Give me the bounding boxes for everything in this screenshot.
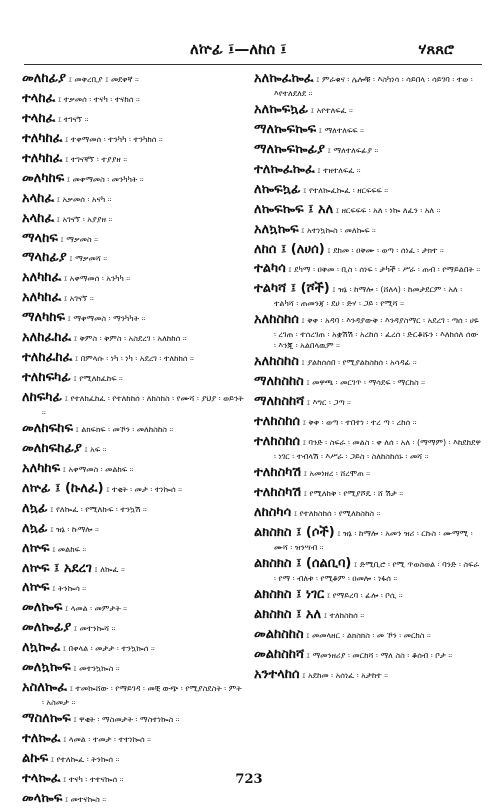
entry-definition: ፤ ባንድ ፡ ስፍራ ፡ መልስ ፡ ቀ ለሰ ፡ አለ ፡ (ማማም) ፡ እከደከደዋ ፡ ነገር ፡ ተብላሽ ፡ እሥራ ፡ ጋይስ ፡ ስለከስከሰኑ ፡ መሻ ። — [274, 438, 481, 462]
entry-headword: አለኰፈኰፈ — [254, 71, 314, 86]
entry-headword: ለኳኰፈ — [22, 640, 61, 656]
dictionary-entry — [22, 599, 244, 617]
entry-headword: ተለካከፈ — [22, 130, 63, 146]
entry-headword: ተላከፈ — [22, 90, 56, 106]
left-column — [22, 70, 244, 806]
entry-headword: ተልካሳ — [254, 261, 286, 277]
dictionary-entry — [254, 393, 482, 411]
entry-headword: አለካከፍ — [22, 460, 61, 476]
entry-definition: ፤ ማቃመስ ። — [60, 234, 98, 244]
dictionary-entry — [22, 230, 244, 248]
entry-headword: ተለኰፈ — [22, 731, 61, 747]
entry-headword: ማለከስከሻ — [254, 394, 305, 410]
dictionary-entry — [22, 70, 244, 88]
entry-definition: ፤ ተቃመሰ ፡ ተናካ ፡ ተናከሰ ። — [57, 94, 140, 104]
dictionary-entry — [254, 555, 482, 584]
dictionary-entry — [22, 110, 244, 128]
dictionary-entry — [254, 181, 482, 199]
dictionary-entry — [22, 500, 244, 518]
entry-definition: ፤ ላመል ፡ ተመታ ፡ ተተነኰሰ ። — [63, 735, 152, 745]
entry-headword: ማለከስከስ — [254, 374, 304, 390]
dictionary-entry — [254, 586, 482, 604]
entry-definition: ፤ የተለኰፈ ፡ ትንኰሰ ። — [50, 755, 120, 764]
dictionary-entry — [254, 311, 482, 351]
entry-definition: ፤ አፍ ። — [84, 444, 107, 454]
entry-headword: ልኩፍ — [22, 751, 49, 766]
entry-headword: አለካከፈ — [22, 290, 62, 306]
dictionary-entry — [254, 464, 482, 482]
dictionary-entry — [22, 190, 244, 208]
entry-definition: ፤ መቅረቢያ ፤ መደቀኛ ። — [68, 75, 139, 84]
dictionary-entry — [254, 121, 482, 139]
entry-headword: መለከፍከፍ — [22, 420, 73, 436]
entry-definition: ፤ ምራቁና ፡ ሌሎቹ ፡ እስካነሳ ፡ ሳይበላ ፡ ሳይገባ ፡ ተወ ፡ እየተለደለደ ። — [274, 75, 473, 98]
entry-definition: ፤ ተዘተለፍፈ ። — [317, 165, 361, 175]
entry-headword: ተለካከፈ — [22, 150, 63, 166]
entry-headword: ተልካሻ ፤ (ሾች) — [254, 281, 330, 297]
entry-headword: አላከፈ — [22, 210, 55, 226]
entry-headword: መለካከፍ — [22, 170, 65, 186]
entry-headword: ለከፍካፊ — [22, 390, 63, 405]
dictionary-entry — [22, 460, 244, 478]
running-head-range: ለኵፊ ፤—ለከሰ ፤ — [190, 40, 287, 58]
entry-definition: ፤ ዝኔ ፡ ከማሎ ፡ አመን ዝሪ ፡ ርኩስ ፡ ሙማሚ ፡ ሙሻ ፡ ዝንሣብ ። — [274, 528, 473, 552]
dictionary-entry — [254, 221, 482, 239]
entry-definition: ፤ አየተለፍፈ ። — [310, 105, 353, 115]
dictionary-entry — [254, 484, 482, 502]
entry-definition: ፤ ድሚቢሮ ፡ የሚ ጥወስወል ፡ ባንድ ፡ ስፍራ ፡ የማ ፡ ብለቱ ፡ የሚቆም ፡ ዐመሎ ፡ ነፋሰ ። — [274, 559, 480, 583]
entry-definition: ፤ ልክፍክፍ ፡ መኾን ፡ መለከስከስ ። — [75, 424, 174, 434]
entry-headword: መለኰፍ — [22, 600, 63, 616]
entry-definition: ፤ ደከመ ፡ ዐቅሙ ፡ ወጣ ፡ ሰነፈ ፡ ታክተ ። — [327, 245, 444, 255]
entry-definition: ፤ ተቂት ፡ መታ ፡ ተነኰሰ ። — [106, 484, 182, 494]
entry-definition: ፤ አመነዘረ ፡ ሸረሞጠ ። — [303, 469, 371, 479]
entry-definition: ፤ ማቃመሻ ። — [69, 254, 108, 264]
entry-headword: መለኰፊያ — [22, 620, 72, 636]
dictionary-entry — [22, 619, 244, 637]
entry-definition: ፤ ዝኔ ፡ ከማሎ ፡ (ሸለላ) ፡ ከመታደርም ፡ አለ ፡ ተልካሻ ፡ ጠመንጃ ፡ ደሀ ፡ ድሃ ፡ ጋይ ፡ የሚሻ ። — [274, 285, 463, 309]
entry-definition: ፤ አቀማመስ ፡ መልከፍ ። — [62, 464, 134, 474]
entry-headword: አለኳኰፍ — [254, 221, 299, 237]
entry-definition: ፤ በቀላል ፡ መታታ ፡ ተንኳኰሰ ። — [62, 644, 155, 654]
entry-definition: ፤ መልከፍ ። — [52, 544, 87, 554]
entry-definition: ፤ ተገናኛኘ ፡ ተያያዘ ። — [64, 154, 128, 164]
entry-definition: ፤ ለኰፈ ። — [94, 564, 125, 574]
entry-headword: ማላከፊያ — [22, 250, 67, 266]
entry-headword: ማለካከፍ — [22, 310, 65, 326]
entry-headword: ተለከስካሽ — [254, 465, 302, 481]
entry-definition: ፤ ትንኰሳ ። — [52, 584, 87, 594]
running-header — [0, 40, 498, 64]
entry-definition: ፤ የተለኰፈኰፈ ፡ ዘርፍፍፍ ። — [303, 185, 389, 195]
entry-headword: አለካከፈ — [22, 270, 62, 286]
entry-headword: መልከስከሻ — [254, 646, 305, 662]
entry-headword: ልክስክስ ፤ አለ — [254, 606, 322, 622]
entry-definition: ፤ እግር ፡ ጋጣ ። — [306, 398, 351, 408]
entry-headword: መልከስከስ — [254, 626, 304, 642]
header-rule — [24, 64, 482, 65]
entry-definition: ፤ የሚለከፈከፍ ። — [73, 374, 123, 384]
entry-definition: ፤ መዋጫ ፡ መርገጥ ፡ ማሳደፍ ፡ ማርከስ ። — [306, 378, 426, 388]
dictionary-entry — [254, 101, 482, 119]
entry-definition: ፤ ተገናኘ ። — [57, 114, 89, 124]
dictionary-entry — [22, 249, 244, 267]
entry-headword: ልክስክስ ፤ (ሰልቢባ) — [254, 555, 352, 571]
entry-definition: ፤ ተቀማመሰ ፡ ተንካካ ፡ ተንካከሰ ። — [64, 134, 163, 144]
dictionary-entry — [22, 130, 244, 148]
dictionary-entry — [22, 710, 244, 728]
entry-headword: ለከስካሳ — [254, 504, 292, 520]
entry-headword: ተለከስካሽ — [254, 485, 302, 501]
entry-headword: አለከስከሰ — [254, 312, 299, 328]
entry-definition: ፤ መተንኳኰስ ። — [73, 664, 120, 674]
entry-definition: ፤ ማለተለፍፍ ። — [318, 125, 364, 135]
entry-definition: ፤ የማይረባ ፡ ፊሎ ፡ ቦሲ ። — [326, 590, 403, 600]
dictionary-entry — [22, 560, 244, 578]
entry-definition: ፤ ማለተለፍፊያ ። — [327, 145, 379, 155]
entry-headword: ለኰፍኳፊ — [254, 181, 301, 197]
dictionary-entry — [254, 413, 482, 431]
entry-definition: ፤ መቀማመስ ፡ መንካካት ። — [66, 174, 144, 184]
entry-headword: አለኰፍኳፊ — [254, 101, 309, 117]
entry-headword: ለኵፍ — [22, 540, 50, 556]
entry-headword: ልክስክስ ፤ (ሶች) — [254, 524, 335, 540]
entry-headword: ተለከፈከፈ — [22, 350, 73, 366]
dictionary-entry — [254, 280, 482, 309]
entry-definition: ፤ ዘርፍፍፍ ፡ አለ ፡ ነኰ ለፈን ፡ አለ ። — [335, 205, 441, 215]
dictionary-entry — [22, 750, 244, 768]
entry-headword: ለኰፍኰፍ ፤ አለ — [254, 201, 334, 217]
entry-definition: ፤ መተናኰስ ። — [64, 794, 107, 804]
dictionary-entry — [22, 440, 244, 458]
entry-definition: ፤ ደካማ ፡ ዐቅመ ፡ ቢስ ፡ ሰነፍ ፡ ታካች ፡ ሥራ ፡ ጠብ ፡ የማይልበት ። — [288, 265, 481, 275]
dictionary-entry — [22, 90, 244, 108]
entry-headword: ተለከስከሰ — [254, 434, 301, 450]
entry-headword: ለኵፍ ፤ አደረገ — [22, 560, 92, 576]
entry-definition: ፤ መመላዘር ፡ ልክስክስ ፡ መ ኾን ፡ መርከስ ። — [306, 630, 431, 640]
entry-definition: ፤ ተመኰሸው ፡ የማይገዳ ፡ መቺ ውጭ ፡ የሚያስደስት ፡ ምት ፡ አስመታ ። — [42, 684, 242, 708]
dictionary-entry — [254, 626, 482, 644]
entry-headword: ተለኰፈኰፈ — [254, 161, 315, 177]
dictionary-entry — [254, 260, 482, 278]
dictionary-entry — [22, 679, 244, 708]
dictionary-entry — [22, 329, 244, 347]
dictionary-entry — [22, 150, 244, 168]
entry-headword: አለከስከስ — [254, 354, 299, 370]
entry-definition: ፤ አቃመሰ ፡ አናካ ። — [56, 194, 112, 204]
dictionary-entry — [254, 201, 482, 219]
dictionary-entry — [22, 480, 244, 498]
entry-headword: አስለኰፈ — [22, 680, 68, 696]
entry-headword: አላከፈ — [22, 190, 55, 206]
entry-definition: ፤ አቀማመሰ ፡ አንካካ ። — [63, 274, 131, 284]
entry-definition: ፤ ላመል ፡ መምታት ። — [64, 604, 128, 614]
entry-headword: ለኳፊ — [22, 520, 48, 536]
entry-headword: ማላከፍ — [22, 230, 58, 246]
page-number: 723 — [235, 772, 263, 787]
dictionary-entry — [22, 289, 244, 307]
entry-headword: ተለከፍካፊ — [22, 370, 71, 386]
entry-definition: ፤ ማመንዘሪያ ፡ መርከሻ ፡ ማለ ስስ ፡ ቆሰብ ፡ ቦታ ። — [306, 650, 453, 660]
entry-definition: ፤ ያልከሰሰበ ፡ የሚያልከስከሰ ፡ አሳዳፊ ። — [301, 358, 417, 368]
entry-definition: ፤ በምላሱ ፡ ነካ ፡ ነካ ፡ አደረገ ፡ ተለከከሰ ። — [74, 354, 194, 364]
entry-headword: ለኳፊ — [22, 500, 48, 516]
entry-headword: ተላኰፈ — [22, 770, 61, 786]
dictionary-entry — [22, 659, 244, 677]
entry-definition: ፤ ዋቂት ፡ ማስመታት ፡ ማስተነኰስ ። — [73, 715, 180, 725]
entry-definition: ፤ ቅቀ ፡ ወጣ ፡ ተበተነ ፡ ተረ ጣ ፡ ረከሰ ። — [302, 418, 417, 428]
dictionary-entry — [22, 349, 244, 367]
dictionary-entry — [22, 309, 244, 327]
dictionary-entry — [22, 170, 244, 188]
entry-headword: ተላከፈ — [22, 110, 56, 126]
entry-definition: ፤ አገናኘ ፡ አያያዘ ። — [56, 214, 113, 224]
entry-headword: ማለኰፍኰፍ — [254, 121, 317, 137]
dictionary-entry — [22, 269, 244, 287]
entry-headword: መለከፊያ — [22, 71, 67, 86]
dictionary-entry — [22, 790, 244, 808]
entry-definition: ፤ ዝኔ ፡ ኩማሎ ። — [50, 524, 99, 534]
entry-definition: ፤ የሚለከቅ ፡ የሚያሾዴ ፡ ሸ ሽታ ። — [303, 489, 404, 499]
entry-definition: ፤ አደከመ ፡ አሰነፈ ፡ አታከተ ። — [302, 670, 388, 680]
dictionary-entry — [22, 210, 244, 228]
entry-definition: ፤ ቅቀ ፡ አዳባ ፡ እንዳያውቅ ፡ እንዳያስማር ፡ አደረገ ፡ ጣሰ ፡ ሀዬ ፡ ረገጠ ፡ ተሰረገጠ ፡ አቋሽሽ ፡ አረከሰ ፡ ፈረሰ ፡ ድርቆሹን ፡ እለከሰለ ሰው ፡ እንጂ ፡ አልበላዉም ። — [274, 316, 479, 351]
entry-definition: ፤ ተናካ ፡ ተተናኰሰ ። — [63, 774, 124, 784]
dictionary-entry — [22, 420, 244, 438]
entry-definition: ፤ የተለከስከሰ ፡ የሚለከስከስ ። — [293, 508, 381, 518]
entry-definition: ፤ ተለከስከሰ ። — [323, 610, 365, 620]
entry-definition: ፤ አገናኘ ። — [63, 294, 94, 304]
dictionary-entry — [254, 433, 482, 462]
entry-definition: ፤ መተንኰሻ ። — [73, 624, 116, 634]
dictionary-entry — [254, 504, 482, 522]
dictionary-entry — [254, 373, 482, 391]
entry-headword: ለኵፊ ፤ (ኩለፈ) — [22, 480, 104, 496]
entry-headword: ለከሰ ፤ (ለሀሰ) — [254, 241, 325, 257]
dictionary-entry — [254, 646, 482, 664]
dictionary-entry — [254, 353, 482, 371]
dictionary-entry — [254, 141, 482, 159]
entry-headword: መለኳኰፍ — [22, 660, 71, 676]
dictionary-entry — [22, 389, 244, 418]
entry-headword: ለኵፍ — [22, 580, 50, 596]
dictionary-entry — [22, 369, 244, 387]
right-column — [254, 70, 482, 752]
entry-headword: አንተላከሰ — [254, 666, 300, 682]
entry-headword: መላኰፍ — [22, 790, 63, 806]
entry-definition: ፤ አተነኳኰስ ፡ መለኰፍ ። — [301, 225, 376, 235]
dictionary-entry — [22, 639, 244, 657]
dictionary-entry — [22, 579, 244, 597]
entry-headword: መለከፍከፊያ — [22, 440, 82, 456]
dictionary-entry — [22, 520, 244, 538]
entry-headword: ተለከስከሰ — [254, 414, 301, 430]
entry-headword: ማለኰፍኰፊያ — [254, 141, 325, 157]
dictionary-entry — [254, 666, 482, 684]
dictionary-entry — [254, 161, 482, 179]
running-head-code: ሃጸጸሮ — [418, 40, 454, 58]
entry-definition: ፤ ማቀማመስ ፡ ማንካካት ። — [67, 314, 146, 324]
dictionary-entry — [254, 241, 482, 259]
dictionary-entry — [254, 606, 482, 624]
entry-headword: ማስለኰፍ — [22, 711, 71, 727]
dictionary-entry — [22, 540, 244, 558]
dictionary-entry — [254, 70, 482, 99]
entry-definition: ፤ የለኰፈ ፡ የሚለኩፍ ፡ ተንኳሽ ። — [50, 504, 147, 514]
entry-definition: ፤ የተለከፈከፈ ፡ የተለከከሰ ፡ ለከስከስ ፡ የሙሻ ፡ ያህያ ፡ ወይንት ። — [42, 394, 244, 417]
dictionary-entry — [254, 524, 482, 553]
dictionary-entry — [22, 730, 244, 748]
entry-definition: ፤ ቅምስ ፡ ቅምስ ፡ አስደረገ ፡ አለከከሰ ። — [73, 334, 187, 344]
entry-headword: ልክስክስ ፤ ነገር — [254, 586, 325, 602]
entry-headword: አለከፈከፈ — [22, 330, 72, 346]
